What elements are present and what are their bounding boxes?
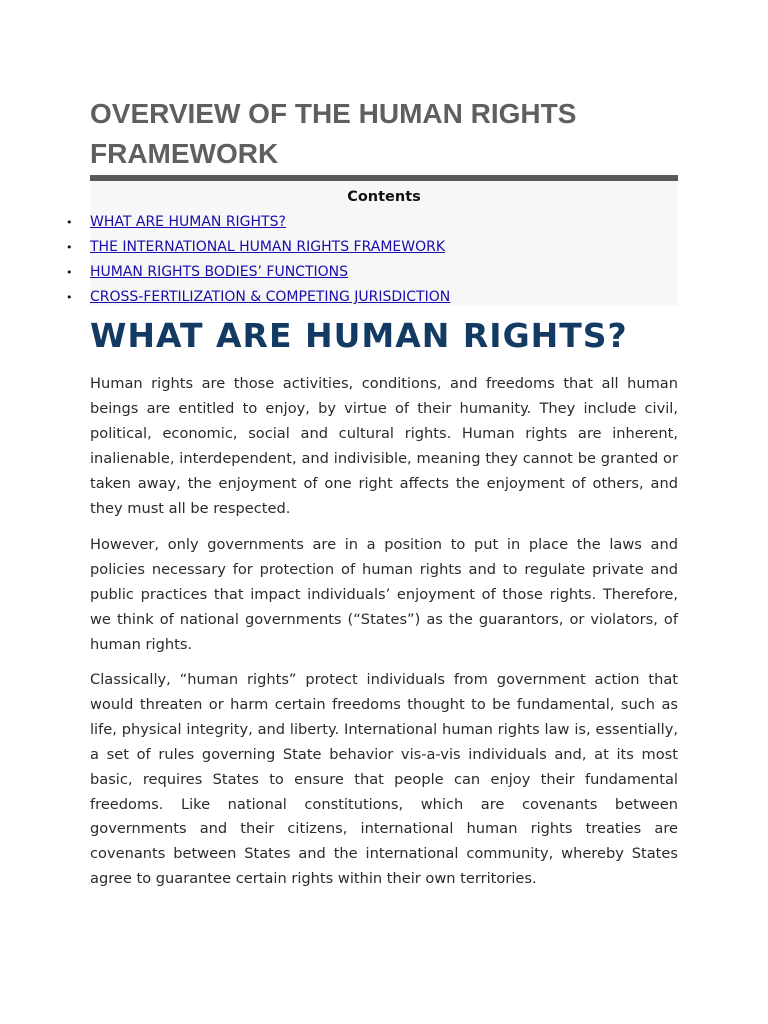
toc-link-bodies-functions[interactable]: HUMAN RIGHTS BODIES’ FUNCTIONS <box>90 264 349 280</box>
bullet-icon: • <box>66 291 73 304</box>
table-of-contents <box>66 181 678 306</box>
toc-item-international-framework <box>0 235 450 260</box>
toc-heading: Contents <box>347 189 421 205</box>
toc-list <box>0 210 450 310</box>
bullet-icon: • <box>66 216 73 229</box>
toc-item-what-are-human-rights <box>0 210 450 235</box>
toc-link-what-are-human-rights[interactable]: WHAT ARE HUMAN RIGHTS? <box>90 214 286 230</box>
toc-link-cross-fertilization[interactable]: CROSS-FERTILIZATION & COMPETING JURISDICTION <box>90 289 451 305</box>
paragraph-1: Human rights are those activities, conditions, and freedoms that all human beings are entitled to enjoy, by virtue of their humanity. They include civil, political, economic, social and cultural rights. Human rights are inherent, inalienable, interdependent, and indivisible, meaning they cannot be granted or taken away, the enjoyment of one right affects the enjoyment of others, and they must all be respected. <box>90 375 678 517</box>
paragraph-2: However, only governments are in a position to put in place the laws and policies necessary for protection of human rights and to regulate private and public practices that impact individuals’ enjoyment of those rights. Therefore, we think of national governments (“States”) as the guarantors, or violators, of human rights. <box>90 536 678 653</box>
bullet-icon: • <box>66 266 73 279</box>
paragraph-3: Classically, “human rights” protect individuals from government action that would threaten or harm certain freedoms thought to be fundamental, such as life, physical integrity, and liberty. International human rights law is, essentially, a set of rules governing State behavior vis-a-vis individuals and, at its most basic, requires States to ensure that people can enjoy their fundamental freedoms. Like national constitutions, which are covenants between governments and their citizens, international human rights treaties are covenants between States and the international community, whereby States agree to guarantee certain rights within their own territories. <box>90 671 678 888</box>
toc-item-cross-fertilization <box>0 285 450 310</box>
toc-item-bodies-functions <box>0 260 450 285</box>
toc-link-international-framework[interactable]: THE INTERNATIONAL HUMAN RIGHTS FRAMEWORK <box>90 239 446 255</box>
section-heading: WHAT ARE HUMAN RIGHTS? <box>90 316 628 355</box>
document-title: OVERVIEW OF THE HUMAN RIGHTS FRAMEWORK <box>90 98 577 169</box>
bullet-icon: • <box>66 241 73 254</box>
